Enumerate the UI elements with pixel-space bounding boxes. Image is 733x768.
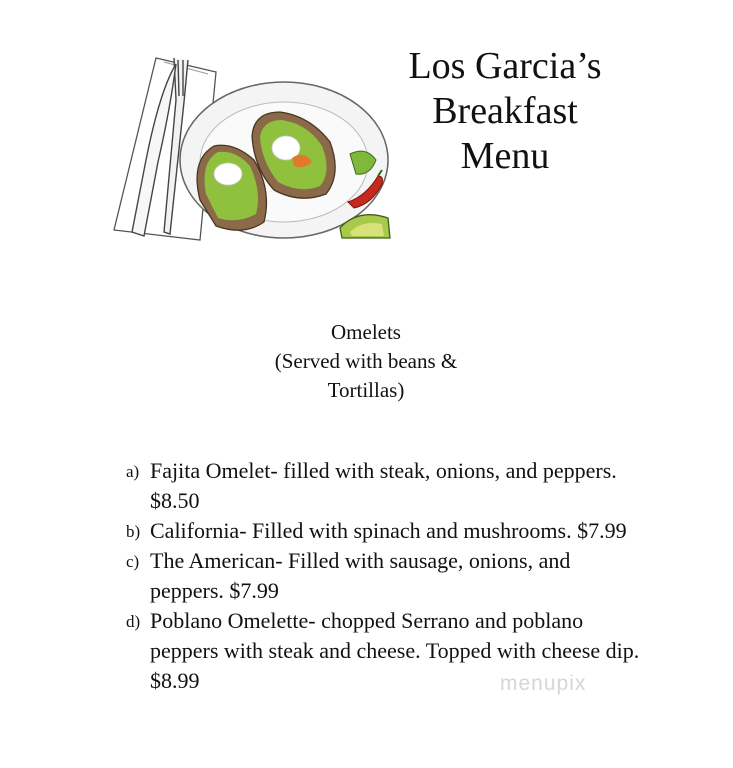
menu-item-letter: b) — [126, 522, 141, 541]
watermark: menupix — [500, 672, 587, 695]
menu-item — [126, 516, 646, 546]
menu-item-text: Poblano Omelette- chopped Serrano and poblano peppers with steak and cheese. Topped with cheese dip. $8.99 — [150, 608, 640, 693]
menu-item-letter: d) — [126, 612, 141, 631]
section-heading-line-1: Omelets — [331, 320, 401, 344]
title-line-3: Menu — [460, 135, 550, 177]
menu-item-text: California- Filled with spinach and mushrooms. $7.99 — [150, 518, 627, 543]
breakfast-plate-illustration — [104, 50, 394, 242]
restaurant-title — [380, 44, 630, 179]
menu-item-letter: c) — [126, 552, 140, 571]
title-line-1: Los Garcia’s — [408, 45, 602, 87]
title-line-2: Breakfast — [432, 90, 578, 132]
menu-item-text: The American- Filled with sausage, onions, and peppers. $7.99 — [150, 548, 571, 603]
section-heading-line-2: (Served with beans & — [274, 349, 458, 373]
menu-item-letter: a) — [126, 462, 140, 481]
menu-item — [126, 456, 646, 516]
menu-item-list — [126, 456, 646, 696]
menu-item-text: Fajita Omelet- filled with steak, onions, and peppers. $8.50 — [150, 458, 617, 513]
menu-item — [126, 546, 646, 606]
section-heading — [230, 318, 502, 405]
section-heading-line-3: Tortillas) — [327, 378, 405, 402]
